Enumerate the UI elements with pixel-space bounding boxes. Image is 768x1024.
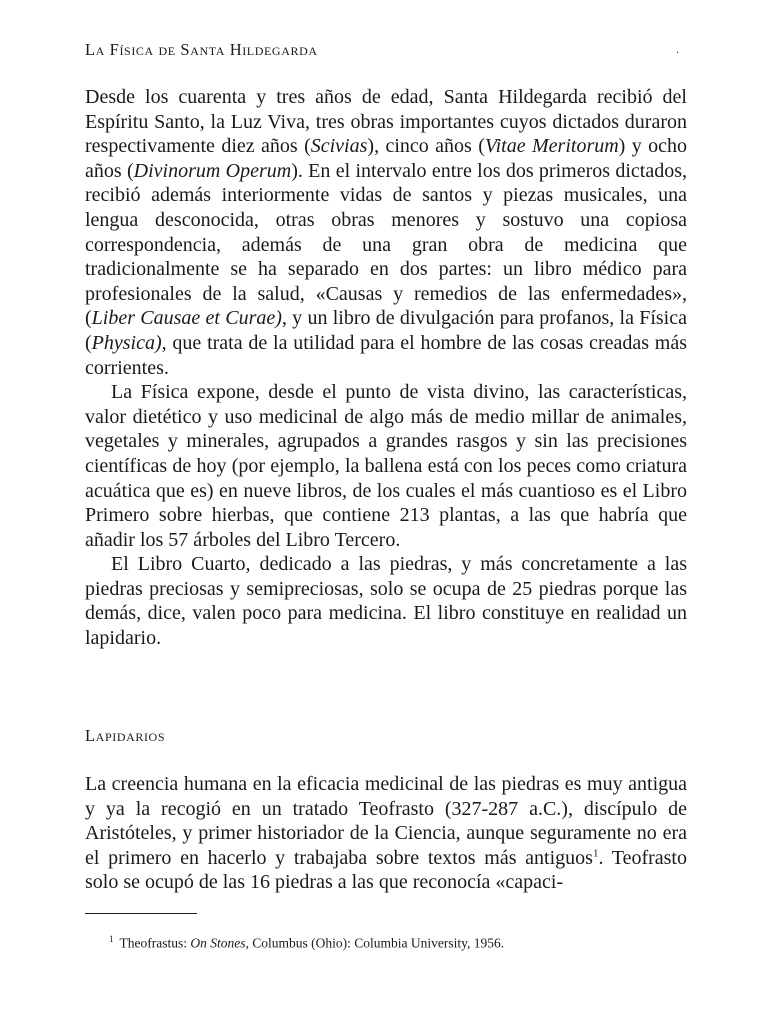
text-run: ). En el intervalo entre los dos primeros dictados, recibió además interiormente vidas de santos y piezas musicales, una lengua desconocida, otras obras menores y sostuvo una copiosa correspondencia, además de una gran obra de medicina que tradicionalmente se ha separado en dos partes: un libro médico para profesionales de la salud, «Causas y remedios de las enfermedades», ( [85, 159, 687, 330]
italic-title: Scivias [310, 135, 368, 158]
paragraph-1 [85, 85, 687, 380]
italic-title: Liber Causae et Curae) [91, 307, 282, 330]
paragraph-3: El Libro Cuarto, dedicado a las piedras, y más concretamente a las piedras preciosas y semipreciosas, solo se ocupa de 25 piedras porque las demás, dice, valen poco para medicina. El libro constituye en realidad un lapidario. [85, 553, 687, 650]
footnote-reference[interactable]: 1 [592, 847, 599, 860]
paragraph-4-text: La creencia humana en la eficacia medicinal de las piedras es muy antigua y ya la recogió en un tratado Teofrasto (327-287 a.C.), discípulo de Aristóteles, y primer historiador de la Ciencia, aunque seguramente no era el primero en hacerlo y trabajaba sobre textos más antiguos [85, 773, 687, 869]
italic-title: Divinorum Operum [133, 159, 292, 182]
text-run: , que trata de la utilidad para el hombre de las cosas creadas más corrientes. [85, 331, 687, 379]
running-head: La Física de Santa Hildegarda [85, 40, 318, 59]
footnote-author: Theofrastus: [119, 935, 191, 951]
text-run: , y un libro de divulgación para profanos, la Física ( [85, 307, 687, 354]
footnote-title: On Stones, [190, 935, 249, 951]
text-run: ) y ocho años ( [85, 135, 687, 182]
paragraph-2: La Física expone, desde el punto de vista divino, las características, valor dietético y uso medicinal de algo más de medio millar de animales, vegetales y minerales, agrupados a grandes rasgos y sin las precisiones científicas de hoy (por ejemplo, la ballena está con los peces como criatura acuática que es) en nueve libros, de los cuales el más cuantioso es el Libro Primero sobre hierbas, que contiene 213 plantas, a las que habría que añadir los 57 árboles del Libro Tercero. [85, 381, 687, 551]
footnote-publisher: Columbus (Ohio): Columbia University, 1956. [248, 935, 505, 951]
paragraph-4 [85, 772, 687, 895]
italic-title: Vitae Meritorum [484, 135, 619, 158]
footnote-divider [85, 913, 197, 914]
text-run: Desde los cuarenta y tres años de edad, Santa Hildegarda recibió del Espíritu Santo, la Luz Viva, tres obras importantes cuyos dictados duraron respectivamente diez años ( [85, 86, 687, 158]
footnote-mark: 1 [109, 934, 114, 944]
paragraph-4-continuation: . Teofrasto solo se ocupó de las 16 piedras a las que reconocía «capaci- [85, 846, 687, 894]
page-mark: . [676, 42, 679, 56]
text-run: ), cinco años ( [367, 135, 485, 158]
section-text [85, 772, 687, 895]
body-text [85, 85, 687, 651]
italic-title: Physica) [91, 331, 162, 354]
footnote [109, 930, 669, 953]
section-heading: Lapidarios [85, 726, 166, 745]
